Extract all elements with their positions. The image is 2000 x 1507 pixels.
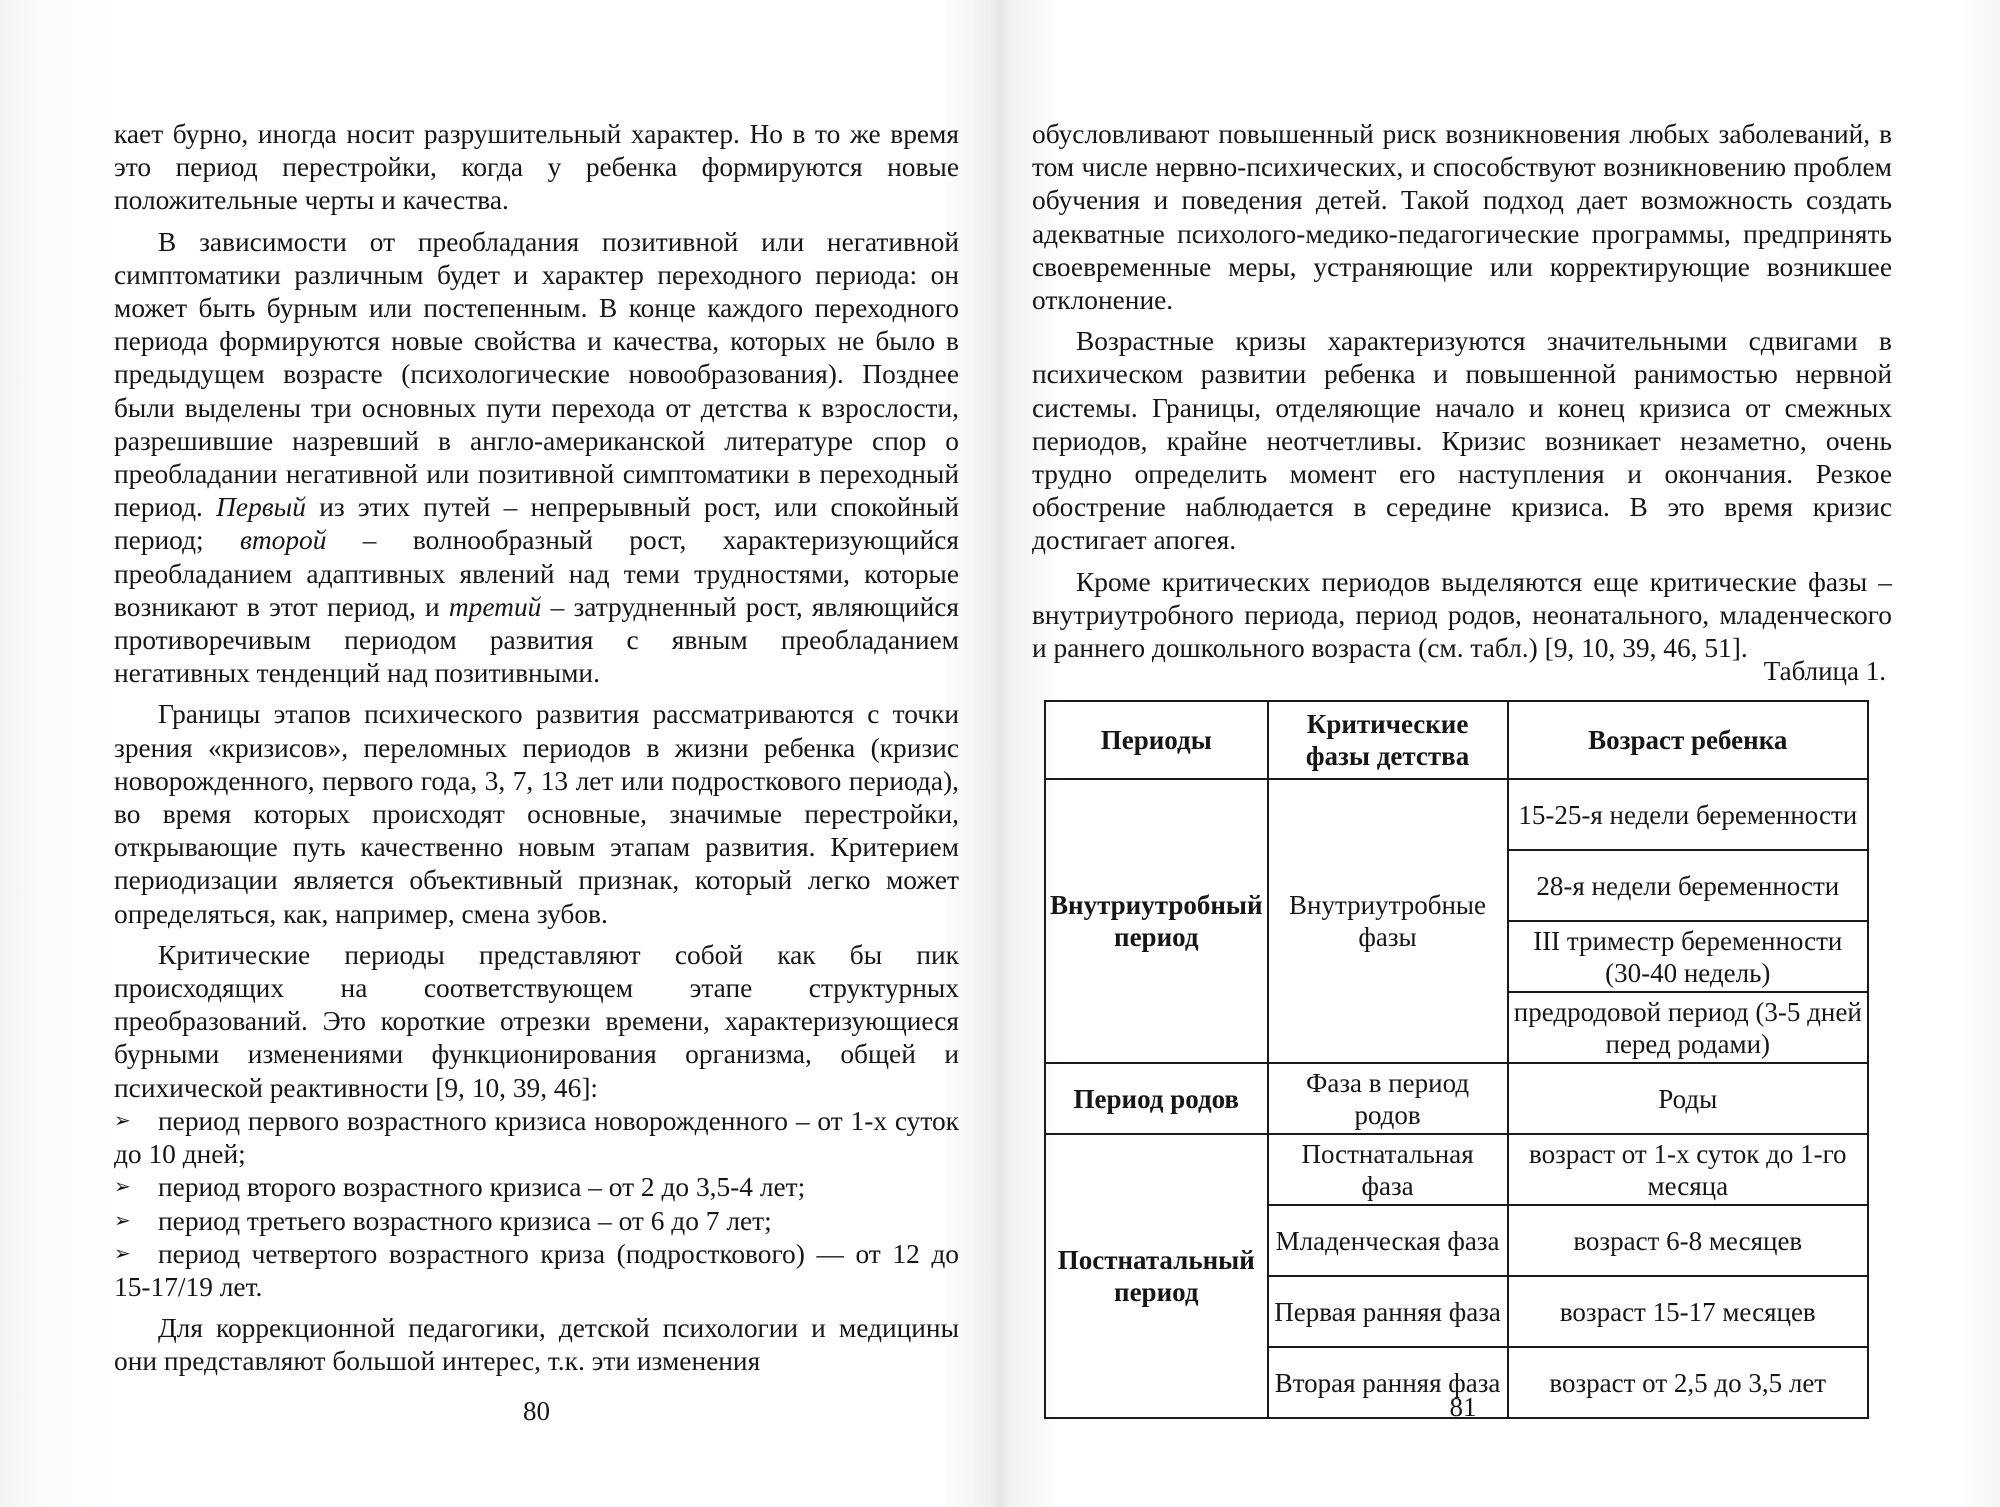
age-cell: 28-я недели беременности xyxy=(1508,850,1868,921)
age-cell: 15-25-я недели беременности xyxy=(1508,779,1868,850)
column-header: Критические фазы детства xyxy=(1268,701,1508,779)
age-cell: предродовой период (3-5 дней перед родами) xyxy=(1508,992,1868,1063)
arrow-bullet-icon: ➢ xyxy=(114,1209,131,1232)
page-number-left: 80 xyxy=(523,1396,550,1426)
arrow-bullet-icon: ➢ xyxy=(114,1242,131,1265)
emphasis-third: третий xyxy=(448,591,542,622)
paragraph xyxy=(114,226,959,691)
age-cell: возраст от 2,5 до 3,5 лет xyxy=(1508,1347,1868,1418)
crisis-list xyxy=(114,1105,959,1304)
table-row xyxy=(1045,1063,1868,1134)
phase-cell: Первая ранняя фаза xyxy=(1268,1276,1508,1347)
paragraph: обусловливают повышенный риск возникновения любых заболеваний, в том числе нервно-психических, и способствуют возникновению проблем обучения и поведения детей. Такой подход дает возможность создать адекватные психолого-медико-педагогические программы, предпринять своевременные меры, устраняющие или корректирующие возникшее отклонение. xyxy=(1032,119,1892,316)
left-page-text xyxy=(114,118,959,1379)
list-item-text: период первого возрастного кризиса новорожденного – от 1-х суток до 10 дней; xyxy=(114,1105,959,1170)
age-cell: возраст 6-8 месяцев xyxy=(1508,1205,1868,1276)
age-cell: возраст от 1-х суток до 1-го месяца xyxy=(1508,1134,1868,1205)
age-cell: возраст 15-17 месяцев xyxy=(1508,1276,1868,1347)
paragraph-text: – волнообразный рост, характеризующийся преобладанием адаптивных явлений над теми трудностями, которые возникают в этот период, и xyxy=(114,525,959,622)
list-item-text: период третьего возрастного кризиса – от 6 до 7 лет; xyxy=(158,1205,772,1236)
paragraph: Возрастные кризы характеризуются значительными сдвигами в психическом развитии ребенка и повышенной ранимостью нервной системы. Границы, отделяющие начало и конец кризиса от смежных периодов, крайне неотчетливы. Кризис возникает незаметно, очень трудно определить момент его наступления и окончания. Резкое обострение наблюдается в середине кризиса. В это время кризис достигает апогея. xyxy=(1032,326,1892,556)
paragraph-text: – затрудненный рост, являющийся противоречивым периодом развития с явным преобладанием негативных тенденций над позитивными. xyxy=(114,591,959,689)
list-item xyxy=(114,1238,959,1304)
period-cell: Постнатальный период xyxy=(1045,1134,1268,1418)
phase-cell: Внутриутробные фазы xyxy=(1268,779,1508,1063)
period-cell: Внутриутробный период xyxy=(1045,779,1268,1063)
column-header: Периоды xyxy=(1045,701,1268,779)
paragraph: кает бурно, иногда носит разрушительный характер. Но в то же время это период перестройки, когда у ребенка формируются новые положительные черты и качества. xyxy=(114,119,959,216)
paragraph-text: из этих путей – непрерывный рост, или спокойный период; xyxy=(114,492,959,556)
age-cell: Роды xyxy=(1508,1063,1868,1134)
emphasis-second: второй xyxy=(239,525,327,556)
paragraph-text: В зависимости от преобладания позитивной или негативной симптоматики различным будет и характер переходного периода: он может быть бурным или постепенным. В конце каждого переходного периода формируются новые свойства и качества, которых не было в предыдущем возрасте (психологические новообразования). Позднее были выделены три основных пути перехода от детства к взрослости, разрешившие назревший в англо-американской литературе спор о преобладании негативной или позитивной симптоматики в переходный период. xyxy=(114,226,959,523)
paragraph: Для коррекционной педагогики, детской психологии и медицины они представляют большой интерес, т.к. эти изменения xyxy=(114,1313,959,1377)
right-page-text xyxy=(1032,118,1892,665)
list-item xyxy=(114,1205,959,1238)
paragraph: Границы этапов психического развития рассматриваются с точки зрения «кризисов», переломных периодов в жизни ребенка (кризис новорожденного, первого года, 3, 7, 13 лет или подросткового периода), во время которых происходят основные, значимые перестройки, открывающие путь качественно новым этапам развития. Критерием периодизации является объективный признак, который легко может определяться, как, например, смена зубов. xyxy=(114,699,959,929)
arrow-bullet-icon: ➢ xyxy=(114,1176,131,1199)
paragraph: Критические периоды представляют собой как бы пик происходящих на соответствующем этапе структурных преобразований. Это короткие отрезки времени, характеризующиеся бурными изменениями функционирования организма, общей и психической реактивности [9, 10, 39, 46]: xyxy=(114,939,959,1103)
phase-cell: Постнатальная фаза xyxy=(1268,1134,1508,1205)
age-cell: III триместр беременности (30-40 недель) xyxy=(1508,921,1868,992)
column-header: Возраст ребенка xyxy=(1508,701,1868,779)
phase-cell: Вторая ранняя фаза xyxy=(1268,1347,1508,1418)
list-item-text: период второго возрастного кризиса – от 2 до 3,5-4 лет; xyxy=(158,1172,806,1203)
table-header-row xyxy=(1045,701,1868,779)
list-item xyxy=(114,1171,959,1204)
critical-phases-table xyxy=(1044,700,1869,1419)
phase-cell: Младенческая фаза xyxy=(1268,1205,1508,1276)
table-row xyxy=(1045,779,1868,850)
arrow-bullet-icon: ➢ xyxy=(114,1109,131,1132)
table-caption: Таблица 1. xyxy=(1763,656,1886,686)
period-cell: Период родов xyxy=(1045,1063,1268,1134)
table-row xyxy=(1045,1134,1868,1205)
phase-cell: Фаза в период родов xyxy=(1268,1063,1508,1134)
paragraph: Кроме критических периодов выделяются еще критические фазы – внутриутробного периода, период родов, неонатального, младенческого и раннего дошкольного возраста (см. табл.) [9, 10, 39, 46, 51]. xyxy=(1032,566,1892,664)
emphasis-first: Первый xyxy=(216,492,306,523)
list-item-text: период четвертого возрастного криза (подросткового) — от 12 до 15-17/19 лет. xyxy=(114,1238,959,1302)
page-number-right: 81 xyxy=(1449,1392,1477,1422)
list-item xyxy=(114,1105,959,1171)
